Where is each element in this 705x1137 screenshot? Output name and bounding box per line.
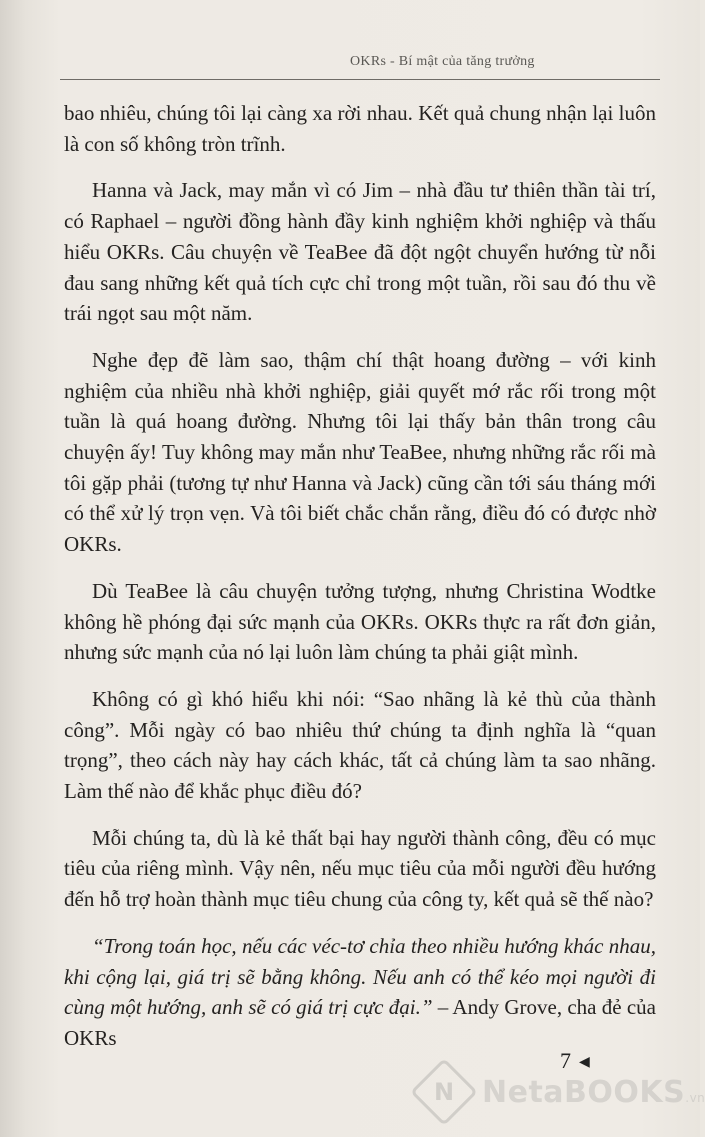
page-number: 7: [560, 1048, 571, 1073]
watermark: [420, 1068, 705, 1116]
paragraph-6: Mỗi chúng ta, dù là kẻ thất bại hay người thành công, đều có mục tiêu của riêng mình. Vậy nên, nếu mục tiêu của mỗi người đều hướng đến hỗ trợ hoàn thành mục tiêu chung của công ty, kết quả sẽ thế nào?: [64, 825, 656, 912]
running-head: OKRs - Bí mật của tăng trưởng: [350, 54, 535, 69]
body-text: [64, 98, 656, 1070]
paragraph-2: Hanna và Jack, may mắn vì có Jim – nhà đầu tư thiên thần tài trí, có Raphael – người đồng hành đầy kinh nghiệm khởi nghiệp và thấu hiểu OKRs. Câu chuyện về TeaBee đã đột ngột chuyển hướng từ nỗi đau sang những kết quả tích cực chỉ trong một tuần, rồi sau đó thu về trái ngọt sau một năm.: [64, 178, 656, 326]
quote-text: “Trong toán học, nếu các véc-tơ chỉa theo nhiều hướng khác nhau, khi cộng lại, giá trị sẽ bằng không. Nếu anh có thể kéo mọi người đi cùng một hướng, anh sẽ có giá trị cực đại.”: [64, 933, 656, 1020]
paragraph-4: Dù TeaBee là câu chuyện tưởng tượng, nhưng Christina Wodtke không hề phóng đại sức mạnh của OKRs. OKRs thực ra rất đơn giản, nhưng sức mạnh của nó lại luôn làm chúng ta phải giật mình.: [64, 578, 656, 665]
page-marker-icon: ◀: [579, 1055, 590, 1070]
paragraph-1: bao nhiêu, chúng tôi lại càng xa rời nhau. Kết quả chung nhận lại luôn là con số không tròn trĩnh.: [64, 101, 656, 156]
quote-attribution: – Andy Grove, cha đẻ của OKRs: [64, 995, 656, 1050]
header-rule: [60, 79, 660, 80]
quote: [64, 931, 656, 1054]
paragraph-3: Nghe đẹp đẽ làm sao, thậm chí thật hoang đường – với kinh nghiệm của nhiều nhà khởi nghiệp, giải quyết mớ rắc rối trong một tuần là quá hoang đường. Nhưng tôi lại thấy bản thân trong câu chuyện ấy! Tuy không may mắn như TeaBee, nhưng những rắc rối mà tôi gặp phải (tương tự như Hanna và Jack) cũng cần tới sáu tháng mới có thể xử lý trọn vẹn. Và tôi biết chắc chắn rằng, điều đó có được nhờ OKRs.: [64, 347, 656, 557]
watermark-text: NetaBOOKS.vn: [482, 1074, 705, 1110]
paragraph-5: Không có gì khó hiểu khi nói: “Sao nhãng là kẻ thù của thành công”. Mỗi ngày có bao nhiêu thứ chúng ta định nghĩa là “quan trọng”, theo cách này hay cách khác, tất cả chúng làm ta sao nhãng. Làm thế nào để khắc phục điều đó?: [64, 686, 656, 804]
watermark-logo-icon: N: [410, 1058, 478, 1126]
